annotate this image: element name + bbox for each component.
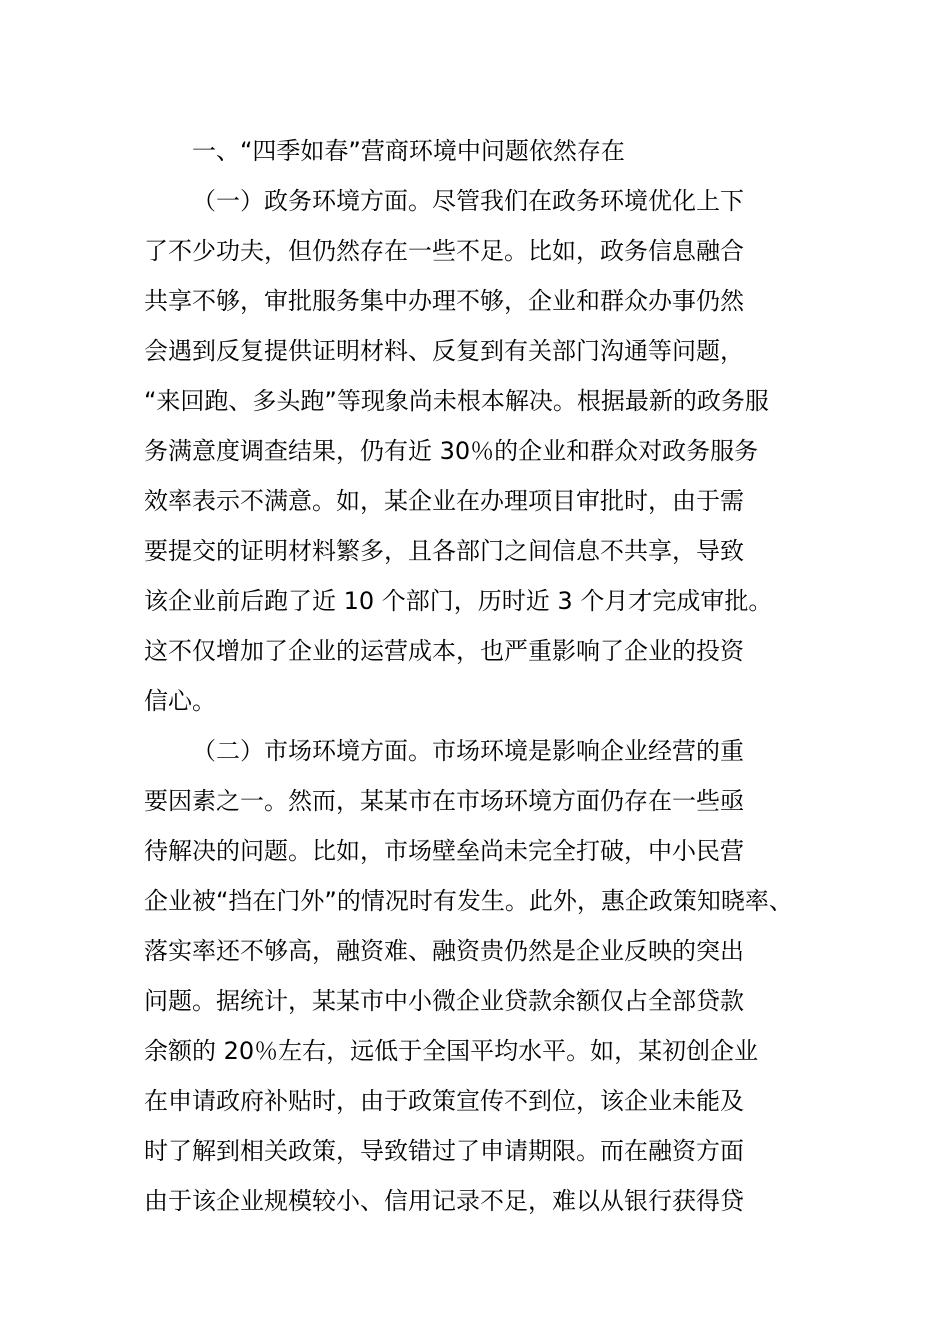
paragraph-line: 了不少功夫，但仍然存在一些不足。比如，政务信息融合 bbox=[144, 237, 744, 265]
paragraph-line: 这不仅增加了企业的运营成本，也严重影响了企业的投资 bbox=[144, 637, 744, 665]
paragraph-line: 共享不够，审批服务集中办理不够，企业和群众办事仍然 bbox=[144, 287, 744, 315]
paragraph-line: 务满意度调查结果，仍有近 30％的企业和群众对政务服务 bbox=[144, 437, 759, 465]
paragraph-line: 该企业前后跑了近 10 个部门，历时近 3 个月才完成审批。 bbox=[144, 587, 773, 615]
section-heading: 一、“四季如春”营商环境中问题依然存在 bbox=[192, 137, 625, 165]
paragraph-line: （二）市场环境方面。市场环境是影响企业经营的重 bbox=[192, 737, 744, 765]
paragraph-line: 信心。 bbox=[144, 687, 216, 715]
paragraph-line: 企业被“挡在门外”的情况时有发生。此外，惠企政策知晓率、 bbox=[144, 887, 793, 915]
paragraph-line: （一）政务环境方面。尽管我们在政务环境优化上下 bbox=[192, 187, 744, 215]
paragraph-line: 余额的 20％左右，远低于全国平均水平。如，某初创企业 bbox=[144, 1037, 759, 1065]
paragraph-line: “来回跑、多头跑”等现象尚未根本解决。根据最新的政务服 bbox=[144, 387, 769, 415]
paragraph-line: 时了解到相关政策，导致错过了申请期限。而在融资方面 bbox=[144, 1137, 744, 1165]
paragraph-line: 问题。据统计，某某市中小微企业贷款余额仅占全部贷款 bbox=[144, 987, 744, 1015]
document-body bbox=[144, 126, 808, 1226]
paragraph-line: 会遇到反复提供证明材料、反复到有关部门沟通等问题， bbox=[144, 337, 744, 365]
paragraph-line: 待解决的问题。比如，市场壁垒尚未完全打破，中小民营 bbox=[144, 837, 744, 865]
paragraph-line: 落实率还不够高，融资难、融资贵仍然是企业反映的突出 bbox=[144, 937, 744, 965]
paragraph-line: 由于该企业规模较小、信用记录不足，难以从银行获得贷 bbox=[144, 1187, 744, 1215]
paragraph-market-environment bbox=[144, 726, 808, 1226]
paragraph-line: 要因素之一。然而，某某市在市场环境方面仍存在一些亟 bbox=[144, 787, 744, 815]
paragraph-government-environment bbox=[144, 176, 808, 726]
paragraph-line: 效率表示不满意。如，某企业在办理项目审批时，由于需 bbox=[144, 487, 744, 515]
paragraph-line: 在申请政府补贴时，由于政策宣传不到位，该企业未能及 bbox=[144, 1087, 744, 1115]
paragraph-line: 要提交的证明材料繁多，且各部门之间信息不共享，导致 bbox=[144, 537, 744, 565]
